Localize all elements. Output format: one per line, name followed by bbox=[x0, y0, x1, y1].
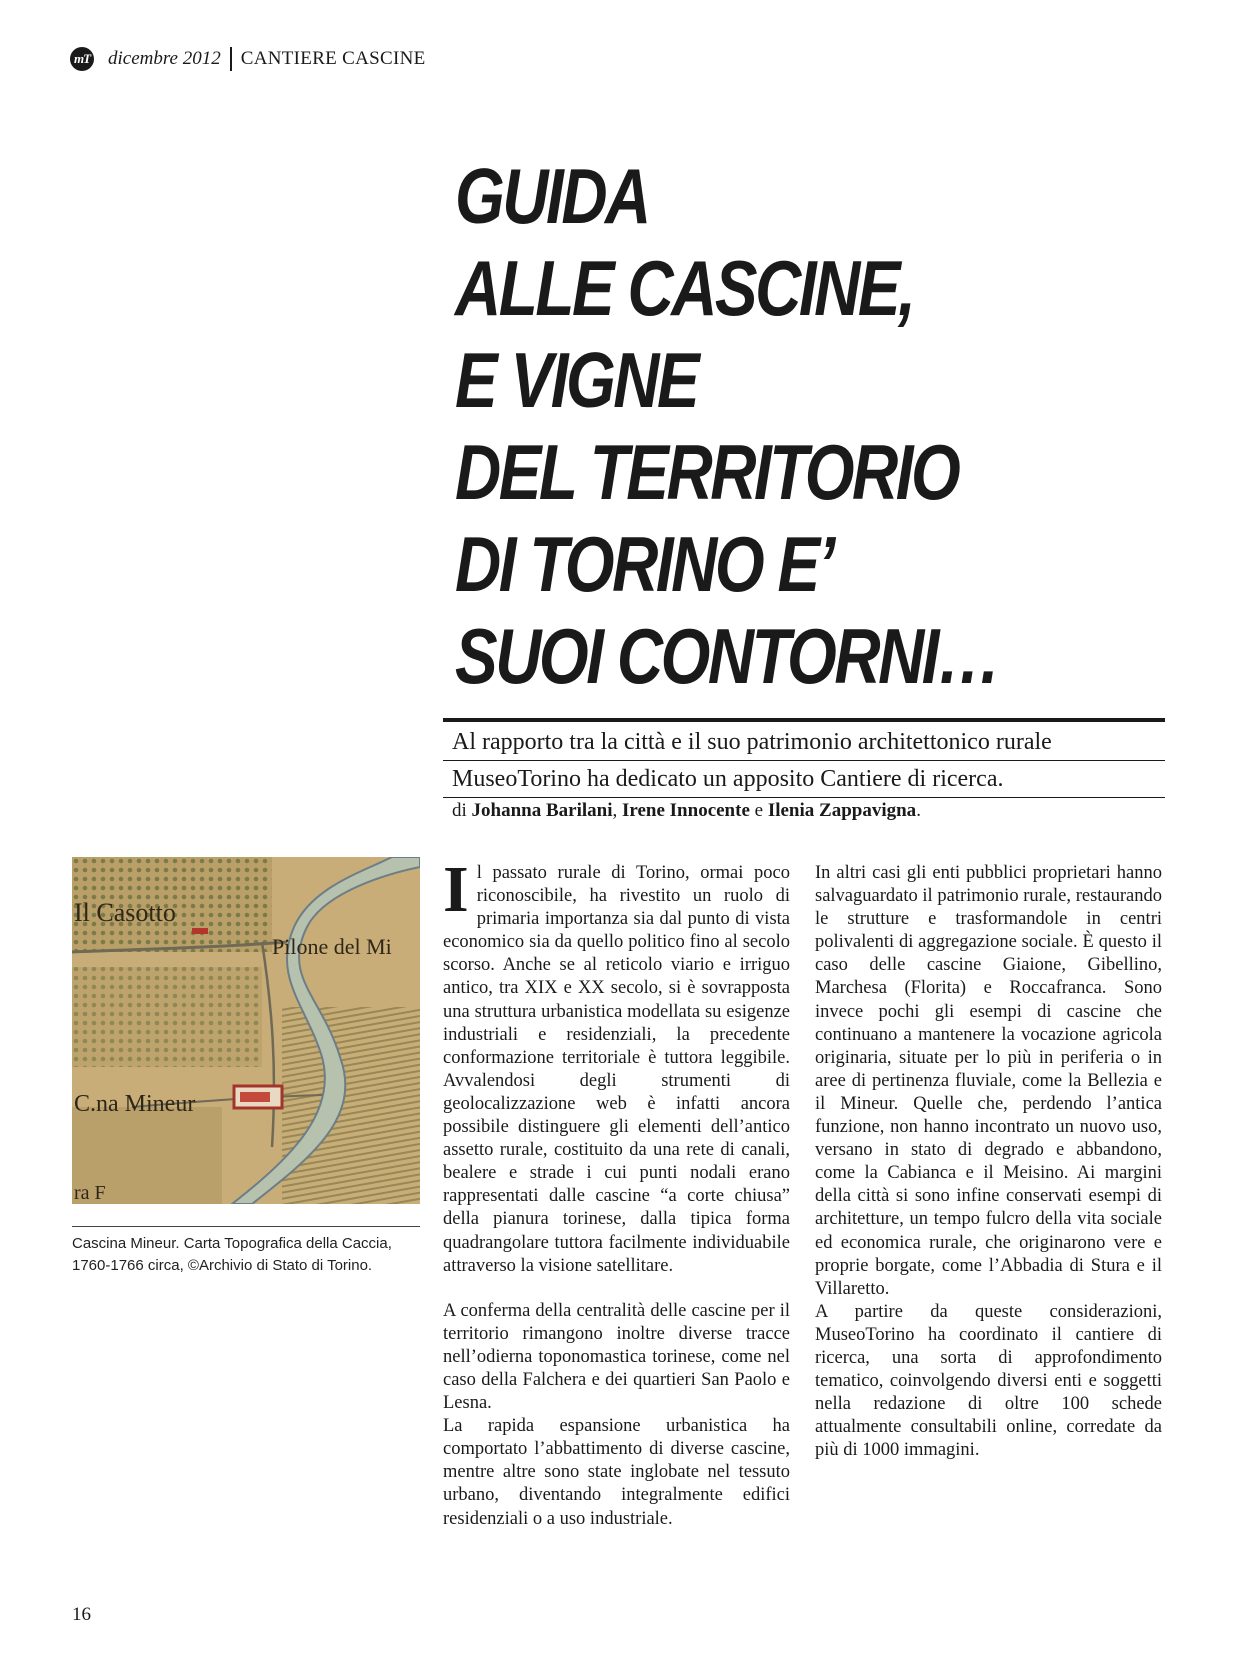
issue-date: dicembre 2012 bbox=[108, 48, 221, 69]
standfirst-line: MuseoTorino ha dedicato un apposito Cantiere di ricerca. bbox=[452, 766, 1004, 792]
drop-cap: I bbox=[443, 853, 469, 926]
byline-prefix: di bbox=[452, 800, 467, 821]
title-line: DI TORINO E’ bbox=[455, 520, 833, 608]
body-paragraph: In altri casi gli enti pubblici proprietari hanno salvaguardato il patrimonio rurale, restaurando le strutture e trasformandole in centri polivalenti di aggregazione sociale. È questo il caso delle cascine Giaione, Gibellino, Marchesa (Florita) e Roccafranca. Sono invece pochi gli esempi di cascine che continuano a mantenere la vocazione agricola originaria, situate per lo più in periferia o in aree di pertinenza fluviale, come la Bellezia e il Mineur. Quelle che, perdendo l’antica funzione, non hanno incontrato un nuovo uso, versano in stato di degrado e abbandono, come la Cabianca e il Meisino. Ai margini della città si sono infine conservati esempi di architetture, un tempo fulcro della vita sociale ed economica rurale, che originarono vere e proprie borgate, come l’Abbadia di Stura e il Villaretto. bbox=[815, 863, 1162, 1299]
header-divider bbox=[230, 47, 232, 71]
standfirst bbox=[452, 724, 1165, 798]
standfirst-line: Al rapporto tra la città e il suo patrimonio architettonico rurale bbox=[452, 729, 1052, 755]
body-paragraph: A conferma della centralità delle cascine per il territorio rimangono inoltre diverse tracce nell’odierna toponomastica torinese, come nel caso della Falchera e dei quartieri San Paolo e Lesna. bbox=[443, 1300, 790, 1414]
historic-map-image bbox=[72, 857, 420, 1204]
running-header bbox=[70, 44, 426, 74]
title-line: DEL TERRITORIO bbox=[455, 428, 959, 516]
map-label: Il Casotto bbox=[74, 898, 176, 927]
page-number: 16 bbox=[72, 1604, 91, 1625]
figure-caption: Cascina Mineur. Carta Topografica della Caccia, 1760-1766 circa, ©Archivio di Stato di Torino. bbox=[72, 1235, 392, 1274]
article-title bbox=[455, 150, 1045, 702]
title-line: E VIGNE bbox=[455, 336, 698, 424]
section-name: CANTIERE CASCINE bbox=[240, 48, 426, 69]
byline-conjunction: e bbox=[754, 800, 764, 821]
body-paragraph bbox=[443, 853, 790, 1278]
body-paragraph: La rapida espansione urbanistica ha comportato l’abbattimento di diverse cascine, mentre altre sono state inglobate nel tessuto urbano, diventando integralmente edifici residenziali o a uso industriale. bbox=[443, 1416, 790, 1529]
paragraph-text: l passato rurale di Torino, ormai poco riconoscibile, ha rivestito un ruolo di primaria importanza sia dal punto di vista economico sia da quello politico fino al secolo scorso. Anche se al reticolo viario e irriguo antico, tra XIX e XX secolo, si è sovrapposta una struttura urbanistica modellata su esigenze industriali e residenziali, la precedente conformazione territoriale è tuttora leggibile. Avvalendosi degli strumenti di geolocalizzazione web è infatti ancora possibile distinguere gli elementi dell’antico assetto rurale, costituito da una rete di canali, bealere e strade i cui punti nodali erano rappresentati dalle cascine “a corte chiusa” della pianura torinese, dalla tipica forma quadrangolare tuttora facilmente individuabile attraverso la visione satellitare. bbox=[443, 863, 790, 1276]
body-column-2 bbox=[815, 862, 1162, 1462]
map-label: ra F bbox=[74, 1182, 106, 1204]
map-label: C.na Mineur bbox=[74, 1091, 196, 1117]
title-rule bbox=[443, 718, 1165, 722]
map-label: Pilone del Mi bbox=[272, 934, 392, 959]
title-line: SUOI CONTORNI… bbox=[455, 612, 999, 700]
standfirst-divider bbox=[443, 797, 1165, 798]
byline-period: . bbox=[916, 800, 921, 821]
title-line: ALLE CASCINE, bbox=[455, 244, 914, 332]
byline-separator: , bbox=[612, 800, 618, 821]
byline bbox=[452, 800, 921, 822]
museotorino-logo: mT bbox=[70, 47, 94, 71]
author-name: Johanna Barilani bbox=[471, 800, 613, 821]
body-column-1 bbox=[443, 853, 790, 1531]
author-name: Irene Innocente bbox=[622, 800, 750, 821]
author-name: Ilenia Zappavigna bbox=[767, 800, 917, 821]
body-paragraph: A partire da queste considerazioni, MuseoTorino ha coordinato il cantiere di ricerca, una sorta di approfondimento tematico, coinvolgendo diversi enti e soggetti nella redazione di oltre 100 schede attualmente consultabili online, corredate da più di 1000 immagini. bbox=[815, 1301, 1162, 1461]
caption-rule bbox=[72, 1226, 420, 1227]
title-line: GUIDA bbox=[455, 152, 649, 240]
